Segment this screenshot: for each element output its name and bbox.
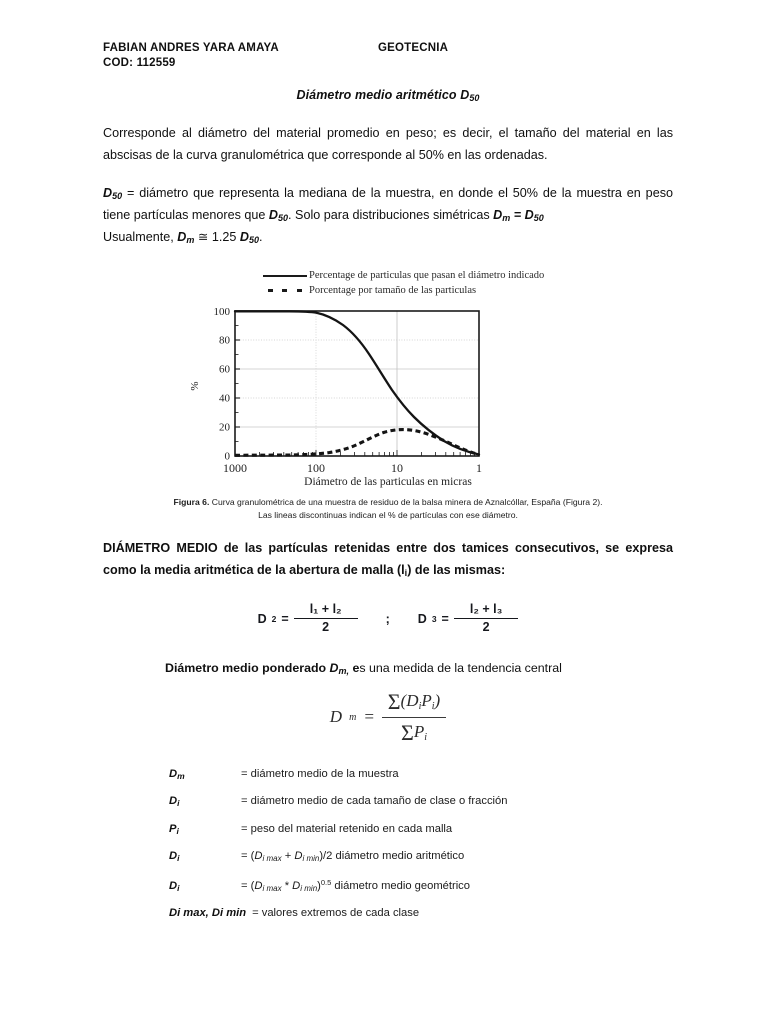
definition-di-arithmetic <box>169 850 673 863</box>
definition-pi <box>169 823 673 836</box>
dm-symbol: D <box>493 207 503 222</box>
definition-pi-symbol <box>169 823 241 836</box>
y-axis-title: % <box>189 381 201 391</box>
definition-pi-symbol-base: P <box>169 822 177 835</box>
diametro-medio-text: de las partículas retenidas entre dos tamices consecutivos, se expresa como la media aritmética de la abertura de malla (l <box>103 541 673 577</box>
approx-value: ≅ 1.25 <box>194 229 240 244</box>
definition-di-arith-symbol-base: D <box>169 850 178 863</box>
definition-di-geometric <box>169 878 673 893</box>
equation-d2-fraction <box>294 602 358 636</box>
d50-symbol-4-sub: 50 <box>249 234 260 245</box>
heading-dm-symbol: D <box>329 660 339 675</box>
formula-num-p-sub: i <box>431 700 435 712</box>
equals-1: = <box>510 207 525 222</box>
legend-item-solid <box>263 268 544 283</box>
definition-pi-text: = peso del material retenido en cada malla <box>241 822 453 835</box>
definition-extremes-symbol-text: Di max, Di min <box>169 907 247 920</box>
chart-axis-labels <box>189 306 482 475</box>
d50-symbol-2: D <box>268 207 279 222</box>
definition-di-arith-symbol-sub: i <box>177 853 180 864</box>
d50-symbol-2-sub: 50 <box>278 212 289 223</box>
definition-dm-symbol-sub: m <box>177 770 185 781</box>
page-title <box>103 88 673 103</box>
y-tick-60: 60 <box>219 363 230 376</box>
x-tick-10: 10 <box>391 461 403 476</box>
definition-dm-symbol-base: D <box>169 767 178 780</box>
definition-di-symbol-base: D <box>169 795 178 808</box>
definition-extremes-symbol <box>169 907 246 919</box>
equation-d2-numerator: l₁ + l₂ <box>309 601 342 616</box>
paragraph-intro-line2: en las abscisas de la curva granulométrica que corresponde al 50% en las ordenadas. <box>103 126 673 162</box>
equation-d2-lhs: D <box>257 611 267 626</box>
dashed-line-icon <box>263 289 307 293</box>
equation-d2 <box>258 602 358 636</box>
definition-di-symbol <box>169 795 241 808</box>
formula-den-p-sub: i <box>424 731 427 743</box>
equation-d3-fraction <box>454 602 519 636</box>
definition-extremes <box>169 907 673 919</box>
heading-diametro-ponderado <box>165 661 673 676</box>
heading-ponderado-tail: e <box>349 660 360 675</box>
definition-di-text: = diámetro medio de cada tamaño de clase o fracción <box>241 795 508 808</box>
paragraph-intro-line1: Corresponde al diámetro del material promedio en peso; es decir, el tamaño del material <box>103 126 631 140</box>
definitions-list <box>169 768 673 920</box>
period-1: . <box>259 229 263 244</box>
figure-caption-line2: Las lineas discontinuas indican el % de partículas con ese diámetro. <box>258 509 518 520</box>
formula-denominator <box>382 717 446 746</box>
d50-text-2: . Solo para distribuciones simétricas <box>288 207 494 222</box>
paragraph-diametro-medio <box>103 538 673 581</box>
definition-extremes-text: = valores extremos de cada clase <box>252 907 420 920</box>
heading-ponderado-rest: s una medida de la tendencia central <box>359 660 562 675</box>
definition-pi-symbol-sub: i <box>176 825 179 836</box>
formula-numerator: Σ(DiPi) <box>387 688 441 714</box>
paragraph-d50-definition <box>103 183 673 248</box>
definition-dm-text: = diámetro medio de la muestra <box>241 767 399 780</box>
solid-line-icon <box>263 275 307 277</box>
sigma-icon-denominator: Σ <box>401 719 414 745</box>
y-tick-0: 0 <box>224 450 230 463</box>
formula-lhs-sub: m <box>349 711 357 723</box>
d50-symbol-4: D <box>239 229 249 244</box>
x-tick-1: 1 <box>476 461 482 476</box>
dm-symbol-2: D <box>177 229 187 244</box>
diametro-medio-text-2: ) de las mismas: <box>407 562 506 577</box>
legend-label-solid: Percentage de particulas que pasan el diámetro indicado <box>309 270 545 282</box>
equation-d2-equals: = <box>281 611 289 626</box>
equation-d3-numerator: l₂ + l₃ <box>469 601 503 616</box>
equation-separator: ; <box>385 611 390 626</box>
formula-weighted-mean-diameter <box>103 689 673 746</box>
formula-num-d-sub: i <box>418 700 422 712</box>
definition-dm <box>169 768 673 781</box>
paragraph-intro <box>103 123 673 166</box>
equation-d3-lhs-sub: 3 <box>431 613 437 624</box>
document-header <box>103 42 673 54</box>
page-title-subscript: 50 <box>469 93 480 103</box>
legend-label-dashed: Porcentage por tamaño de las particulas <box>309 285 477 297</box>
figure-caption <box>103 496 673 521</box>
formula-fraction <box>382 689 446 746</box>
formula-den-p: P <box>413 721 425 741</box>
heading-ponderado-bold: Diámetro medio ponderado <box>165 660 330 675</box>
chart-legend <box>263 268 544 298</box>
equation-d3-equals: = <box>441 611 449 626</box>
definition-di-arith-text: = (Di max + Di min)/2 diámetro medio aritmético <box>241 850 465 864</box>
formula-num-d: D <box>406 690 419 710</box>
chart-frame <box>235 311 479 456</box>
equation-d3-denominator: 2 <box>454 618 519 636</box>
heading-dm-symbol-sub: m, <box>338 665 350 676</box>
page-title-text: Diámetro medio aritmético D <box>296 88 470 102</box>
d50-text-1: = diámetro que representa la mediana de la muestra, en donde el 50% de la muestra en peso tiene partículas menores que <box>103 186 673 222</box>
dm-symbol-2-sub: m <box>186 234 195 245</box>
x-axis-caption: Diámetro de las particulas en micras <box>304 476 472 489</box>
equation-d2-lhs-sub: 2 <box>271 613 277 624</box>
definition-di <box>169 795 673 808</box>
formula-equals: = <box>363 707 375 727</box>
y-tick-20: 20 <box>219 421 230 434</box>
formula-num-p: P <box>421 690 432 710</box>
student-code: COD: 112559 <box>103 57 176 69</box>
definition-di-geo-symbol-base: D <box>169 879 178 892</box>
chart-plot-area <box>103 304 673 479</box>
diametro-medio-lead: DIÁMETRO MEDIO <box>103 541 218 556</box>
equation-d2-denominator: 2 <box>294 618 358 636</box>
d50-symbol-3: D <box>524 207 534 222</box>
definition-di-arith-symbol <box>169 850 241 863</box>
course-name: GEOTECNIA <box>378 42 449 54</box>
series-size-distribution <box>235 430 479 456</box>
d50-symbol-3-sub: 50 <box>533 212 544 223</box>
definition-dm-symbol <box>169 768 241 781</box>
definition-di-symbol-sub: i <box>177 798 180 809</box>
figure-caption-lead: Figura 6. <box>173 497 210 508</box>
chart-gridlines <box>235 311 479 456</box>
series-cumulative-passing <box>235 312 479 455</box>
sigma-icon-numerator: Σ <box>387 688 401 714</box>
x-tick-100: 100 <box>307 461 325 476</box>
equation-d3-lhs: D <box>417 611 427 626</box>
d50-symbol: D <box>103 186 113 201</box>
definition-di-geo-symbol-sub: i <box>177 882 180 893</box>
student-name: FABIAN ANDRES YARA AMAYA <box>103 42 279 54</box>
equation-row-d2-d3 <box>103 602 673 636</box>
granulometric-chart-svg <box>103 304 673 479</box>
figure-granulometric-curve <box>103 264 673 534</box>
y-tick-80: 80 <box>219 334 230 347</box>
legend-item-dashed <box>263 283 544 298</box>
y-tick-100: 100 <box>213 306 230 319</box>
figure-caption-rest: Curva granulométrica de una muestra de residuo de la balsa minera de Aznalcóllar, España (Figura 2). <box>209 497 603 508</box>
malla-subscript: i <box>404 567 408 578</box>
document-content <box>103 42 673 934</box>
y-tick-40: 40 <box>219 392 230 405</box>
definition-di-geo-symbol <box>169 880 241 893</box>
definition-di-geo-text: = (Di max * Di min)$^{0.5}$ diámetro medio geométrico <box>241 877 470 893</box>
x-tick-1000: 1000 <box>223 461 247 476</box>
dm-symbol-sub: m <box>502 212 511 223</box>
formula-lhs: D <box>329 707 343 727</box>
equation-d3 <box>418 602 519 636</box>
usualmente-text: Usualmente, <box>103 229 178 244</box>
d50-symbol-sub: 50 <box>112 191 123 202</box>
